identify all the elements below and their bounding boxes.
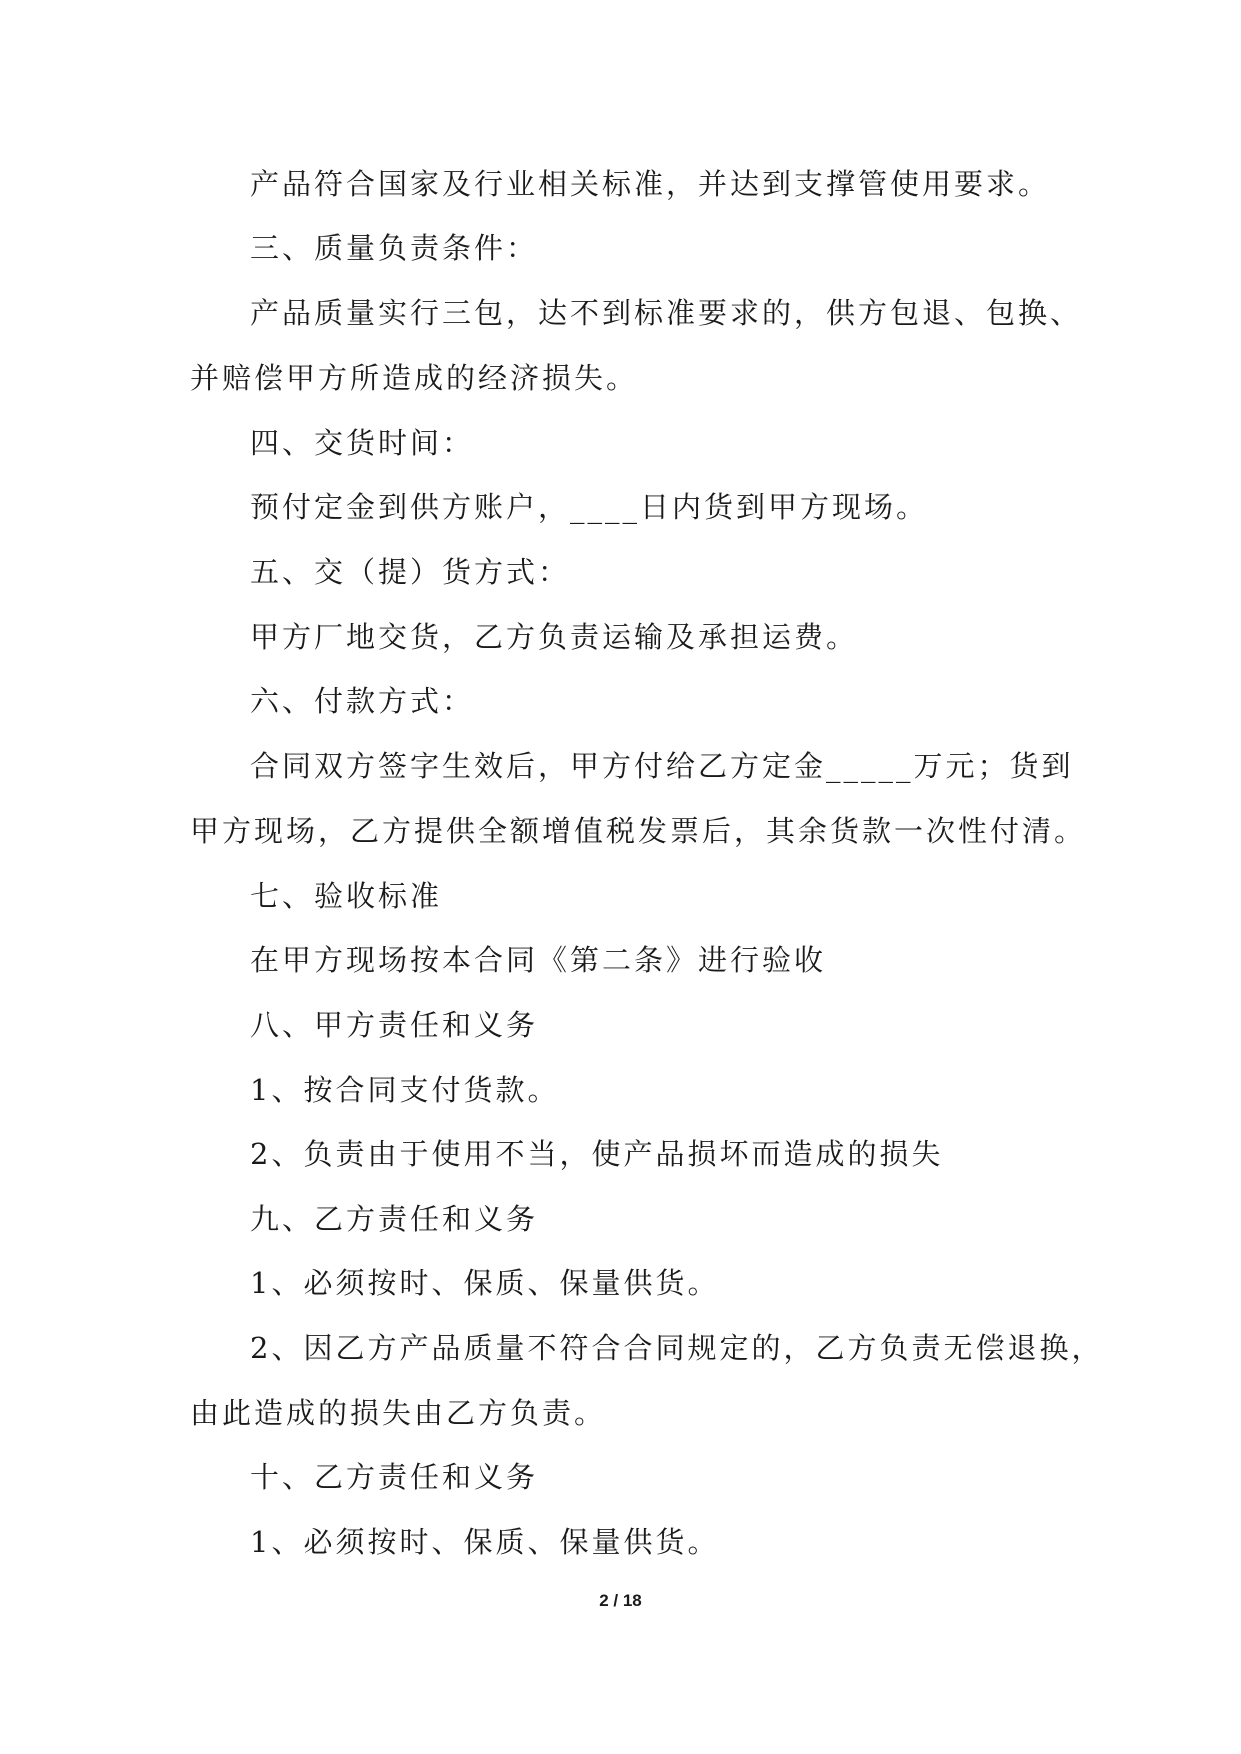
section-heading: 十、乙方责任和义务 [250, 1460, 539, 1494]
paragraph-line: 产品符合国家及行业相关标准，并达到支撑管使用要求。 [250, 167, 1051, 201]
paragraph-line: 合同双方签字生效后，甲方付给乙方定金_____万元；货到 [250, 749, 1074, 783]
page-number: 2 / 18 [599, 1591, 642, 1610]
paragraph-line: 甲方厂地交货，乙方负责运输及承担运费。 [250, 620, 859, 654]
section-heading: 四、交货时间： [250, 426, 475, 460]
section-heading: 六、付款方式： [250, 684, 475, 718]
list-item: 1、按合同支付货款。 [250, 1073, 560, 1107]
section-heading: 八、甲方责任和义务 [250, 1008, 539, 1042]
list-item: 2、负责由于使用不当，使产品损坏而造成的损失 [250, 1137, 944, 1171]
section-heading: 九、乙方责任和义务 [250, 1202, 539, 1236]
paragraph-line: 预付定金到供方账户，____日内货到甲方现场。 [250, 490, 929, 524]
list-item: 2、因乙方产品质量不符合合同规定的，乙方负责无偿退换， [250, 1331, 1104, 1365]
section-heading: 七、验收标准 [250, 879, 443, 913]
list-item: 1、必须按时、保质、保量供货。 [250, 1525, 720, 1559]
list-item: 1、必须按时、保质、保量供货。 [250, 1266, 720, 1300]
paragraph-line: 在甲方现场按本合同《第二条》进行验收 [250, 943, 827, 977]
section-heading: 五、交（提）货方式： [250, 555, 571, 589]
paragraph-line: 甲方现场，乙方提供全额增值税发票后，其余货款一次性付清。 [190, 814, 1087, 848]
paragraph-line: 并赔偿甲方所造成的经济损失。 [190, 361, 639, 395]
section-heading: 三、质量负责条件： [250, 231, 539, 265]
paragraph-line: 产品质量实行三包，达不到标准要求的，供方包退、包换、 [250, 296, 1083, 330]
paragraph-line: 由此造成的损失由乙方负责。 [190, 1396, 607, 1430]
